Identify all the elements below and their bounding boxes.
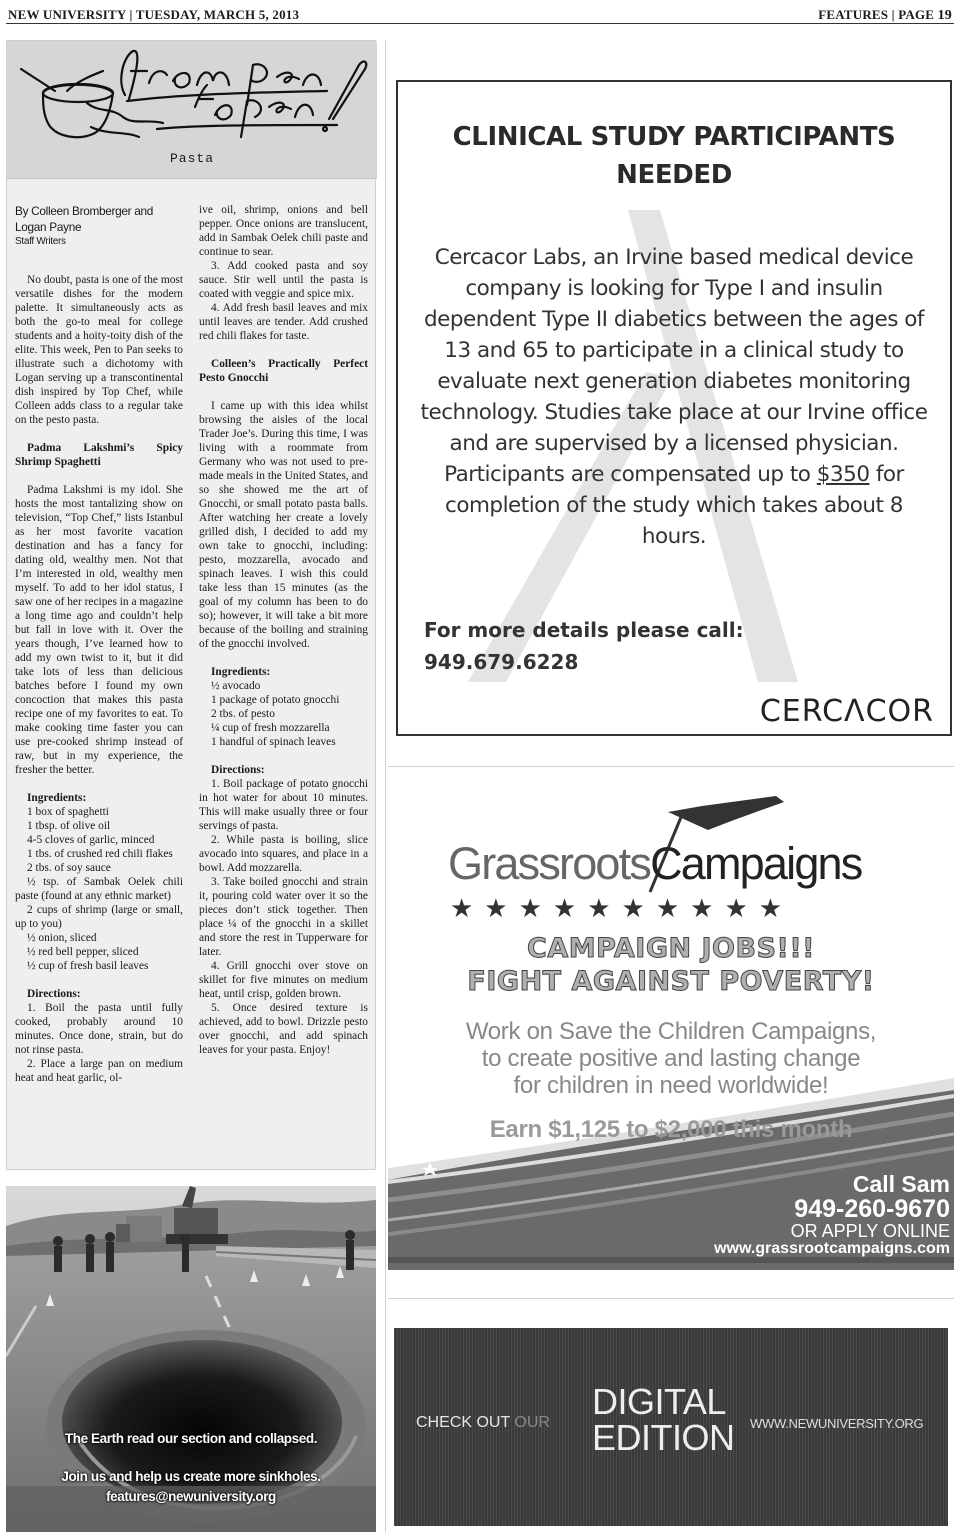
recipe1-directions-label: Directions: [27, 988, 81, 1000]
ingredient-item: 2 tbs. of soy sauce [27, 862, 111, 874]
edition-word: EDITION [592, 1417, 735, 1458]
contact-label: For more details please call: [424, 618, 744, 642]
recipe2-title: Colleen’s Practically Perfect Pesto Gnocchi [199, 358, 368, 384]
recipe2-ingredients [199, 679, 368, 749]
compensation-amount: $350 [816, 462, 870, 487]
apply-url: www.grassrootcampaigns.com [714, 1240, 950, 1258]
digital-edition-title [592, 1381, 735, 1458]
grassroots-campaigns-ad [388, 790, 954, 1270]
intro-paragraph: No doubt, pasta is one of the most versatile dishes for the modern palette. It simultaneously acts as both the go-to meal for college students and a hoity-toity dish of the elite. This week, Pen to Pan seeks to illustrate such a dichotomy with Logan serving up a transcontinental dish inspired by Top Chef, while Colleen adds class to a regular take on the pesto pasta. [15, 274, 183, 426]
ingredient-item: ½ cup of fresh basil leaves [27, 960, 149, 972]
work-line-3: for children in need worldwide! [513, 1072, 829, 1099]
ingredient-item: 1 tbs. of crushed red chili flakes [27, 848, 173, 860]
campaign-description [388, 1018, 954, 1099]
direction-step: ive oil, shrimp, onions and bell pepper. Once onions are translucent, add in Sambak Oelek chili paste and continue to sear. [199, 204, 368, 258]
direction-step: 1. Boil package of potato gnocchi in hot water for about 10 minutes. This will make usually three or four servings of pasta. [199, 778, 368, 832]
ad-headline-line2: NEEDED [616, 160, 732, 190]
check-out-text: CHECK OUT [416, 1414, 515, 1431]
ad-headline-line1: CLINICAL STUDY PARTICIPANTS [452, 122, 896, 152]
recipe2-directions-label: Directions: [211, 764, 265, 776]
ingredient-item: ¼ cup of fresh mozzarella [211, 722, 330, 734]
apply-label: OR APPLY ONLINE [790, 1221, 950, 1242]
brand-part-2: Campaigns [650, 838, 862, 889]
ingredient-item: ½ red bell pepper, sliced [27, 946, 139, 958]
our-text: OUR [514, 1414, 550, 1431]
ad-body [420, 242, 928, 552]
recipe1-story: Padma Lakshmi is my idol. She hosts the most tantalizing show on television, “Top Chef,” lists Istanbul as her most favorite vacation destination and has a fancy for dating old, wealthy men. Not that I’m interested in old, wealthy men myself. To add to her idol status, I saw one of her recipes in a magazine a long time ago and couldn’t help but fall in love with it. Over the years though, I’ve learned how to add my own twist to it, but it did take lots of less than delicious batches before I found my own concoction that makes this pasta recipe one of my favorites to eat. To make cooking time faster you can use pre-cooked shrimp instead of raw, but in my experience, the fresher the better. [15, 484, 183, 776]
cercacor-logo: CERCΛCOR [759, 694, 934, 729]
grassroots-logo [448, 838, 861, 890]
website-url: WWW.NEWUNIVERSITY.ORG [750, 1416, 924, 1431]
ingredient-item: 1 box of spaghetti [27, 806, 109, 818]
contact-block [714, 1172, 950, 1258]
direction-step: 3. Take boiled gnocchi and strain it, pouring cold water over it so the pieces don’t stick together. Then place ¼ of the gnocchi in a skillet and store the rest in Tupperware for later. [199, 876, 368, 958]
brand-part-1: Grassroots [448, 838, 651, 889]
page-number: 19 [937, 8, 952, 23]
earnings-line: Earn $1,125 to $2,000 this month [489, 1116, 853, 1143]
recipe2-directions [199, 777, 368, 1057]
campaign-jobs-headline [388, 932, 954, 998]
ingredient-item: ½ tsp. of Sambak Oelek chili paste (found at any ethnic market) [15, 876, 183, 902]
byline: By Colleen Bromberger and Logan Payne [15, 204, 154, 234]
ingredient-item: 1 package of potato gnocchi [211, 694, 340, 706]
direction-step: 5. Once desired texture is achieved, add to bowl. Drizzle pesto over gnocchi, and add spinach leaves for your pasta. Enjoy! [199, 1002, 368, 1056]
ingredient-item: 1 tbsp. of olive oil [27, 820, 111, 832]
direction-step: 4. Grill gnocchi over stove on skillet for five minutes on medium heat, until crisp, golden brown. [199, 960, 368, 1000]
ingredient-item: 1 handful of spinach leaves [211, 736, 336, 748]
ad-body-text-end: for completion of the study which takes about 8 hours. [445, 462, 904, 549]
ad-separator [388, 1298, 954, 1299]
jobs-line-1: CAMPAIGN JOBS!!! [527, 933, 815, 964]
recipe1-ingredients [15, 805, 183, 973]
pen-to-pan-article [6, 40, 376, 1170]
ad-headline [398, 118, 950, 194]
section-label: FEATURES | PAGE [818, 7, 938, 22]
photo-caption-line2: Join us and help us create more sinkholes. [61, 1469, 321, 1484]
masthead-date: NEW UNIVERSITY | TUESDAY, MARCH 5, 2013 [8, 7, 300, 22]
recipe1-directions [15, 1001, 183, 1085]
star-row-icon: ★★★★★★★★★★ [450, 894, 794, 924]
photo-caption-email: features@newuniversity.org [106, 1489, 276, 1504]
ingredient-item: 2 cups of shrimp (large or small, up to you) [15, 904, 183, 930]
jobs-line-2: FIGHT AGAINST POVERTY! [467, 966, 875, 997]
work-line-1: Work on Save the Children Campaigns, [465, 1018, 877, 1045]
direction-step: 2. While pasta is boiling, slice avocado into squares, and place in a bowl. Add mozzarella. [199, 834, 368, 874]
sinkhole-photo [6, 1186, 376, 1532]
digital-edition-ad [394, 1328, 948, 1526]
byline-role: Staff Writers [15, 236, 66, 247]
direction-step: 2. Place a large pan on medium heat and heat garlic, ol- [15, 1058, 183, 1084]
column-banner [7, 41, 377, 179]
page-header [6, 4, 954, 24]
column-divider [385, 40, 386, 1532]
article-column-1 [15, 203, 183, 1085]
ad-body-text: Cercacor Labs, an Irvine based medical device company is looking for Type I and insulin dependent Type II diabetics between the ages of 13 and 65 to participate in a clinical study to evaluate next generation diabetes monitoring technology. Studies take place at our Irvine office and are supervised by a licensed physician. Participants are compensated up to [420, 245, 928, 487]
direction-step: 4. Add fresh basil leaves and mix until leaves are tender. Add crushed red chili flakes for taste. [199, 302, 368, 342]
call-phone: 949-260-9670 [794, 1195, 950, 1224]
clinical-study-ad [396, 80, 952, 736]
ingredient-item: ½ avocado [211, 680, 261, 692]
ingredient-item: ½ onion, sliced [27, 932, 97, 944]
recipe1-directions-continued [199, 203, 368, 343]
section-page [818, 7, 952, 24]
call-label: Call Sam [852, 1171, 950, 1197]
check-out-label [416, 1414, 550, 1432]
article-column-2 [199, 203, 368, 1057]
digital-word: DIGITAL [592, 1381, 726, 1422]
recipe1-title: Padma Lakshmi’s Spicy Shrimp Spaghetti [15, 442, 183, 468]
ingredient-item: 4-5 cloves of garlic, minced [27, 834, 155, 846]
contact-phone: 949.679.6228 [424, 650, 579, 674]
direction-step: 3. Add cooked pasta and soy sauce. Stir well until the pasta is coated with veggie and spice mix. [199, 260, 368, 300]
ingredient-item: 2 tbs. of pesto [211, 708, 275, 720]
direction-step: 1. Boil the pasta until fully cooked, probably around 10 minutes. Once done, strain, but do not rinse pasta. [15, 1002, 183, 1056]
work-line-2: to create positive and lasting change [481, 1045, 861, 1072]
column-section-title: Pasta [169, 151, 214, 166]
recipe2-ingredients-label: Ingredients: [211, 666, 271, 678]
ad-separator [388, 766, 954, 767]
recipe1-ingredients-label: Ingredients: [27, 792, 87, 804]
recipe2-story: I came up with this idea whilst browsing the aisles of the local Trader Joe’s. During this time, I was living with a roommate from Germany who was not used to pre-made meals in the United States, and so she showed me the art of Gnocchi, or small potato pasta balls. After watching her create a lovely grilled dish, I decided to add my own take to gnocchi, including: pesto, mozzarella, avocado and spinach leaves. I wish this could take less than 15 minutes (as the goal of my column has been to do so); however, it will take a bit more because of the boiling and straining of the gnocchi involved. [199, 400, 368, 650]
photo-caption-line1: The Earth read our section and collapsed. [64, 1431, 318, 1446]
